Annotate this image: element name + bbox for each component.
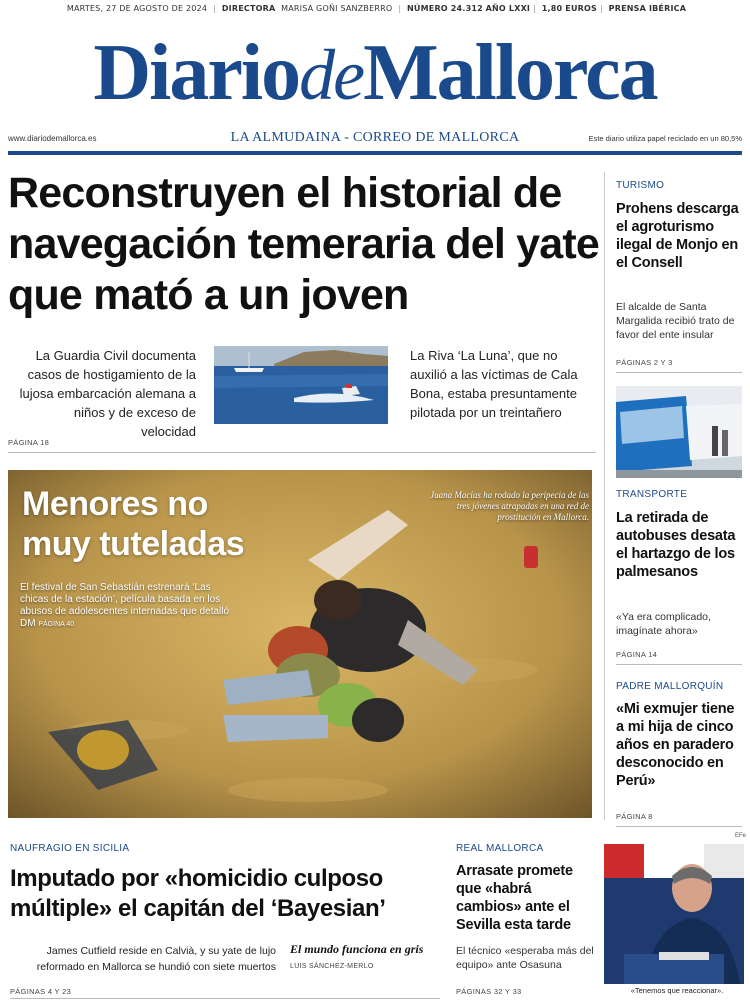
bottom-divider (10, 998, 440, 999)
sidebar-divider-2 (616, 664, 742, 665)
sidebar-turismo-page-ref: PÁGINAS 2 Y 3 (616, 358, 673, 367)
sidebar-transporte-text: «Ya era complicado, imagínate ahora» (616, 611, 711, 637)
issue-number: NÚMERO 24.312 (407, 4, 483, 13)
sidebar-padre-page-ref: PÁGINA 8 (616, 812, 653, 821)
main-lede-right: La Riva ‘La Luna’, que no auxilió a las víctimas de Cala Bona, estaba presuntamente pilotada por un treintañero (410, 348, 578, 420)
main-page-ref: PÁGINA 18 (8, 438, 50, 447)
yacht-photo (214, 346, 388, 424)
coach-caption: «Tenemos que reaccionar». (630, 986, 724, 995)
masthead-subline (8, 126, 742, 148)
sidebar-transporte-page-ref: PÁGINA 14 (616, 650, 658, 659)
photo-caption: Juana Macías ha rodado la peripecia de las tres jóvenes atrapadas en una red de prostitución en Mallorca. (430, 490, 589, 522)
bus-photo (616, 386, 742, 478)
sidebar-transporte-headline[interactable]: La retirada de autobuses desata el hartazgo de los palmesanos (616, 510, 736, 580)
tagline: LA ALMUDAINA - CORREO DE MALLORCA (230, 130, 520, 145)
sidebar-divider-1 (616, 372, 742, 373)
photo-story-text: El festival de San Sebastián estrenará ‘Las chicas de la estación’, película basada en los abusos de adolescentes internadas que detalló DM PÁGINA 40 (20, 582, 230, 629)
sidebar-padre-headline[interactable]: «Mi exmujer tiene a mi hija de cinco años en paradero desconocido en Perú» (616, 701, 735, 789)
sport-text: El técnico «esperaba más del equipo» ante Osasuna (456, 945, 594, 971)
website-link[interactable]: www.diariodemallorca.es (8, 134, 97, 143)
coach-photo (604, 844, 744, 984)
opinion-author: LUIS SÁNCHEZ-MERLO (290, 963, 374, 970)
top-info-bar: MARTES, 27 DE AGOSTO DE 2024 | DIRECTORA MARISA GOÑI SANZBERRO | NÚMERO 24.312 AÑO LXXI | 1,80 EUROS | PRENSA IBÉRICA (66, 4, 687, 13)
opinion-title: El mundo funciona en gris (290, 942, 424, 956)
sport-headline[interactable]: Arrasate promete que «habrá cambios» ante el Sevilla esta tarde (456, 863, 573, 933)
masthead-divider (8, 151, 742, 155)
issue-year: AÑO LXXI (485, 4, 531, 13)
opinion-column[interactable] (290, 942, 440, 970)
masthead-logo: DiariodeMallorca (93, 29, 657, 117)
sport-page-ref: PÁGINAS 32 Y 33 (456, 987, 522, 996)
director-name: MARISA GOÑI SANZBERRO (281, 4, 393, 13)
sidebar-turismo-headline[interactable]: Prohens descarga el agroturismo ilegal de Monjo en el Consell (616, 201, 739, 271)
sidebar-turismo-label: TURISMO (616, 180, 665, 191)
publisher-group: PRENSA IBÉRICA (608, 4, 687, 13)
bottom-text: James Cutfield reside en Calvià, y su yate de lujo reformado en Mallorca se hundió con siete muertos (36, 945, 276, 973)
photo-story-title[interactable]: Menores no muy tuteladas (22, 485, 245, 563)
sidebar-turismo-text: El alcalde de Santa Margalida recibió trato de favor del ente insular (616, 301, 735, 341)
issue-date: MARTES, 27 DE AGOSTO DE 2024 (66, 4, 208, 13)
column-divider (604, 172, 605, 820)
bottom-headline[interactable]: Imputado por «homicidio culposo múltiple» el capitán del ‘Bayesian’ (10, 865, 386, 922)
sidebar-transporte-label: TRANSPORTE (616, 489, 688, 500)
main-headline[interactable]: Reconstruyen el historial de navegación temeraria del yate que mató a un joven (8, 169, 600, 319)
director-label: DIRECTORA (221, 4, 276, 13)
bottom-section-label: NAUFRAGIO EN SICILIA (10, 843, 130, 854)
price: 1,80 EUROS (541, 4, 597, 13)
recycled-paper-note: Este diario utiliza papel reciclado en un 80,5% (588, 134, 742, 143)
photo-story-page-ref: PÁGINA 40 (38, 621, 75, 628)
bottom-page-ref: PÁGINAS 4 Y 23 (10, 987, 72, 996)
sidebar-padre-label: PADRE MALLORQUÍN (616, 681, 724, 692)
main-lede-left: La Guardia Civil documenta casos de hostigamiento de la lujosa embarcación alemana a niños y de exceso de velocidad (19, 348, 196, 439)
sidebar-divider-3 (616, 826, 742, 827)
sport-section-label: REAL MALLORCA (456, 843, 544, 854)
main-divider (8, 452, 596, 453)
photo-credit: EFe (735, 833, 747, 839)
